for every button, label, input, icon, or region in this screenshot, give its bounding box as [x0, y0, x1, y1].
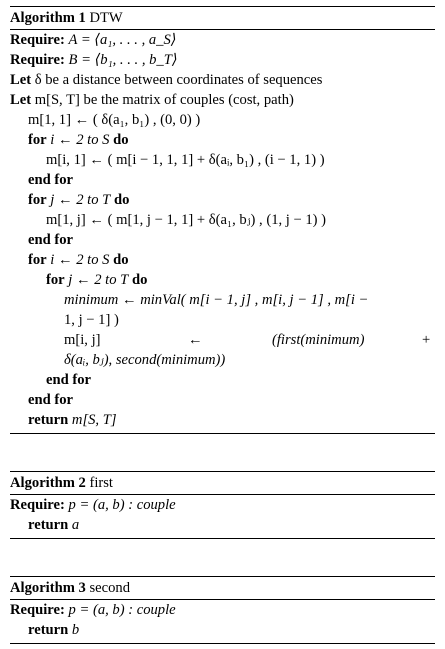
for-line: for j ← 2 to T do — [28, 192, 130, 208]
require-line: Require: A = ⟨a₁, . . . , a_S⟩ — [10, 32, 177, 48]
end-for-line: end for — [28, 172, 73, 188]
for-line: for j ← 2 to T do — [46, 272, 148, 288]
return-line: return b — [28, 622, 80, 638]
require-line: Require: B = ⟨b₁, . . . , b_T⟩ — [10, 52, 178, 68]
algorithm-3 — [10, 576, 435, 644]
end-for-line: end for — [28, 392, 73, 408]
for-line: for i ← 2 to S do — [28, 252, 129, 268]
end-for-line: end for — [28, 232, 73, 248]
algorithm-title: second — [89, 580, 130, 596]
algorithm-caption — [10, 472, 435, 494]
statement-line: m[i, j] ← (first(minimum) + — [64, 332, 431, 348]
bottom-rule — [10, 433, 435, 434]
let-line: Let δ be a distance between coordinates of sequences — [10, 72, 323, 88]
algorithm-2 — [10, 471, 435, 539]
algorithm-title: first — [89, 475, 113, 491]
statement-line: m[i, 1] ← ( m[i − 1, 1, 1] + δ(aᵢ, b₁) , (i − 1, 1) ) — [46, 152, 325, 168]
algorithm-number: Algorithm 3 — [10, 580, 86, 596]
require-b-math: B = ⟨b₁, . . . , b_T⟩ — [68, 52, 178, 68]
require-a-math: A = ⟨a₁, . . . , a_S⟩ — [68, 32, 177, 48]
algorithm-number: Algorithm 1 — [10, 10, 86, 26]
algorithm-number: Algorithm 2 — [10, 475, 86, 491]
statement-line: m[1, j] ← ( m[1, j − 1, 1] + δ(a₁, bⱼ) , (1, j − 1) ) — [46, 212, 327, 228]
return-line: return m[S, T] — [28, 412, 117, 428]
for-line: for i ← 2 to S do — [28, 132, 129, 148]
bottom-rule — [10, 643, 435, 644]
bottom-rule — [10, 538, 435, 539]
statement-line: m[1, 1] ← ( δ(a₁, b₁) , (0, 0) ) — [28, 112, 201, 128]
statement-continuation: δ(aᵢ, bⱼ), second(minimum)) — [64, 352, 226, 368]
statement-continuation: 1, j − 1] ) — [64, 312, 119, 328]
let-line: Let m[S, T] be the matrix of couples (cost, path) — [10, 92, 294, 108]
algorithm-caption — [10, 7, 435, 29]
algorithm-title: DTW — [89, 10, 123, 26]
return-line: return a — [28, 517, 80, 533]
end-for-line: end for — [46, 372, 91, 388]
algorithm-caption — [10, 577, 435, 599]
algorithm-1 — [10, 6, 435, 434]
require-line: Require: p = (a, b) : couple — [10, 602, 176, 618]
statement-line: minimum ← minVal( m[i − 1, j] , m[i, j − 1] , m[i − — [64, 292, 369, 308]
require-line: Require: p = (a, b) : couple — [10, 497, 176, 513]
